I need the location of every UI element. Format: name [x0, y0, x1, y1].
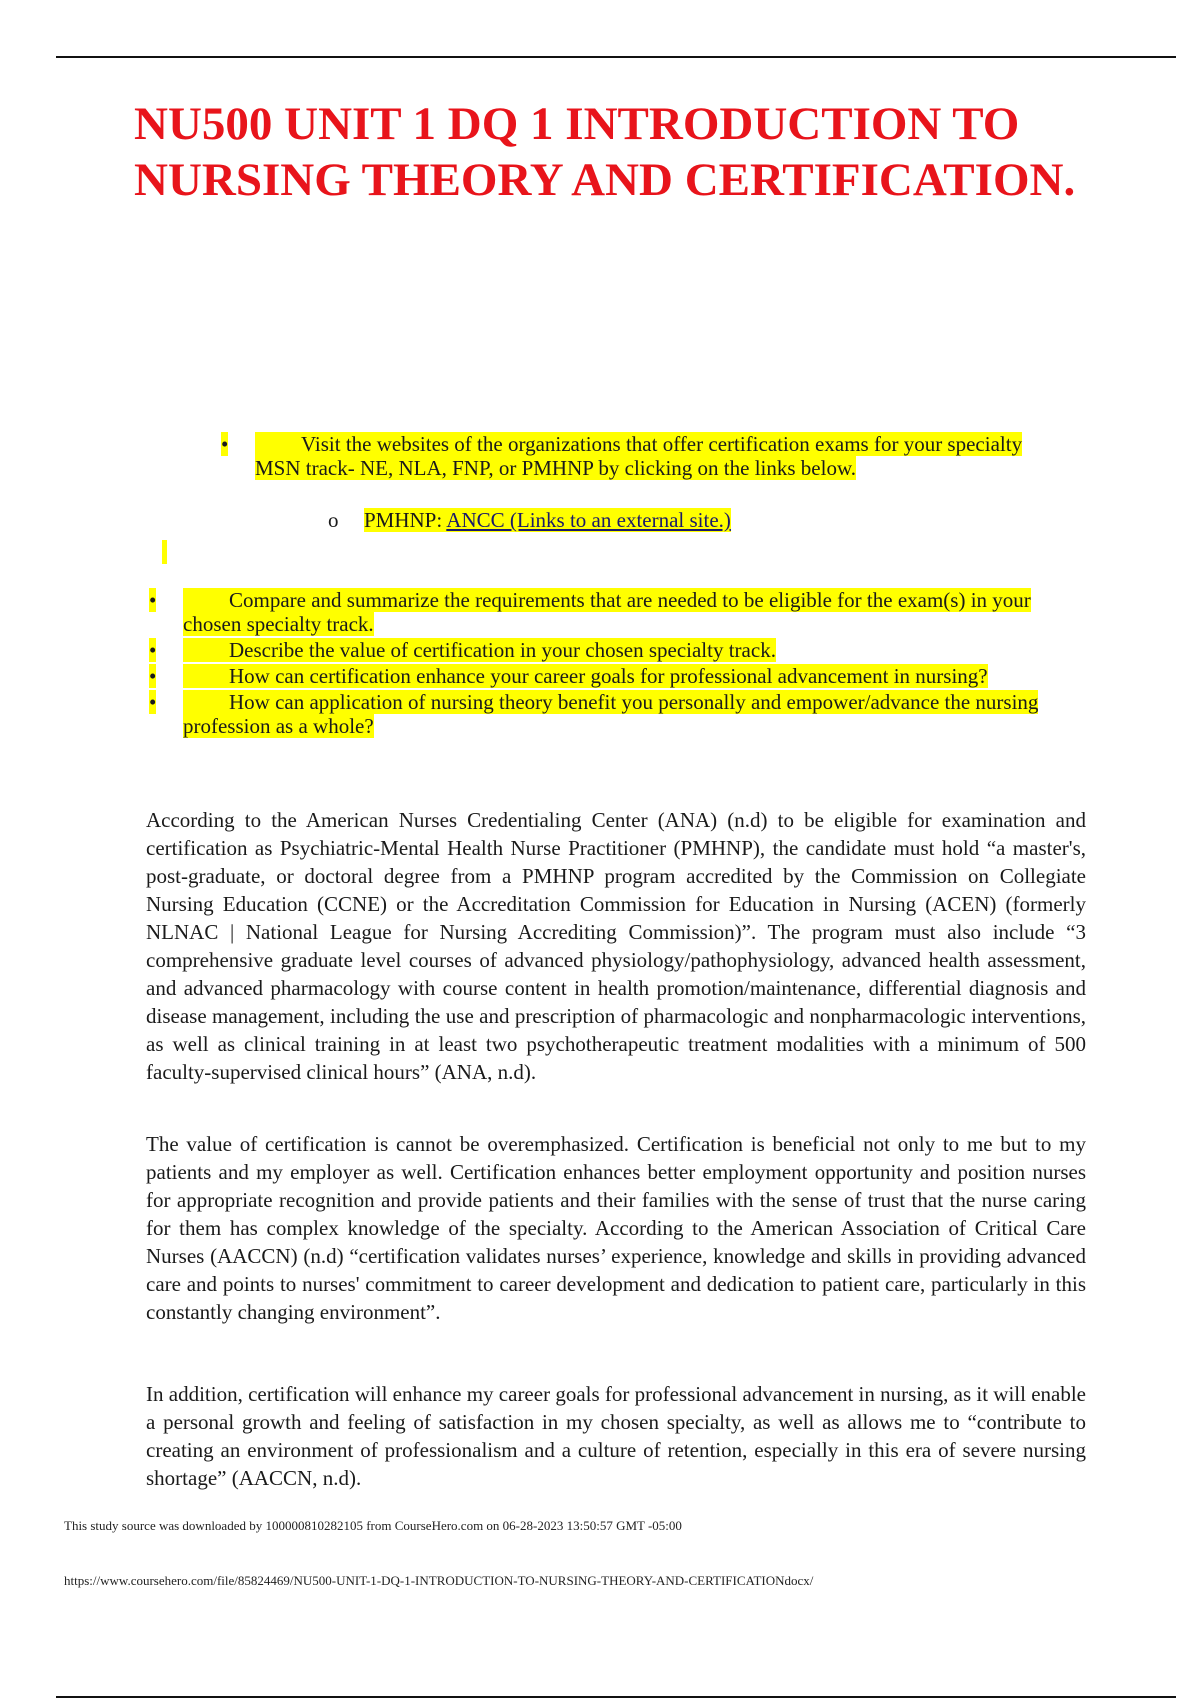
question-list	[149, 588, 1073, 740]
bullet-icon: •	[221, 432, 229, 456]
intro-list	[221, 432, 1035, 480]
intro-item	[221, 432, 1035, 480]
bottom-rule	[56, 1696, 1176, 1698]
sub-list-item	[328, 508, 731, 532]
ancc-link[interactable]: ANCC (Links to an external site.)	[446, 508, 731, 532]
document-title: NU500 UNIT 1 DQ 1 INTRODUCTION TO NURSING THEORY AND CERTIFICATION.	[134, 98, 1076, 206]
download-notice: This study source was downloaded by 100000810282105 from CourseHero.com on 06-28-2023 13:50:57 GMT -05:00	[64, 1518, 682, 1533]
question-item	[149, 690, 1073, 738]
body-paragraph: In addition, certification will enhance my career goals for professional advancement in nursing, as it will enable a personal growth and feeling of satisfaction in my chosen specialty, as well as allows me to “contribute to creating an environment of professionalism and a culture of retention, especially in this era of severe nursing shortage” (AACCN, n.d).	[146, 1382, 1087, 1490]
circle-bullet-icon: o	[328, 508, 339, 532]
bullet-icon: •	[149, 638, 157, 662]
question-item	[149, 588, 1073, 636]
body-paragraph: The value of certification is cannot be overemphasized. Certification is beneficial not only to me but to my patients and my employer as well. Certification enhances better employment opportunity and position nurses for appropriate recognition and provide patients and their families with the sense of trust that the nurse caring for them has complex knowledge of the specialty. According to the American Association of Critical Care Nurses (AACCN) (n.d) “certification validates nurses’ experience, knowledge and skills in providing advanced care and points to nurses' commitment to career development and dedication to patient care, particularly in this constantly changing environment”.	[146, 1132, 1086, 1324]
source-url: https://www.coursehero.com/file/85824469/NU500-UNIT-1-DQ-1-INTRODUCTION-TO-NURSING-THEORY-AND-CERTIFICATIONdocx/	[64, 1573, 814, 1588]
bullet-icon: •	[149, 690, 157, 714]
body-paragraph: According to the American Nurses Credentialing Center (ANA) (n.d) to be eligible for examination and certification as Psychiatric-Mental Health Nurse Practitioner (PMHNP), the candidate must hold “a master's, post-graduate, or doctoral degree from a PMHNP program accredited by the Commission on Collegiate Nursing Education (CCNE) or the Accreditation Commission for Education in Nursing (ACEN) (formerly NLNAC | National League for Nursing Accrediting Commission)”. The program must also include “3 comprehensive graduate level courses of advanced physiology/pathophysiology, advanced health assessment, and advanced pharmacology with course content in health promotion/maintenance, differential diagnosis and disease management, including the use and prescription of pharmacologic and nonpharmacologic interventions, as well as clinical training in at least two psychotherapeutic treatment modalities with a minimum of 500 faculty-supervised clinical hours” (ANA, n.d).	[146, 808, 1086, 1084]
intro-text: Visit the websites of the organizations that offer certification exams for your specialty MSN track- NE, NLA, FNP, or PMHNP by clicking on the links below.	[255, 432, 1023, 480]
question-item	[149, 638, 1073, 662]
question-text: How can application of nursing theory benefit you personally and empower/advance the nursing profession as a whole?	[183, 690, 1039, 738]
question-text: How can certification enhance your career goals for professional advancement in nursing?	[183, 664, 988, 688]
bullet-icon: •	[149, 664, 157, 688]
question-text: Compare and summarize the requirements that are needed to be eligible for the exam(s) in your chosen specialty track.	[183, 588, 1031, 636]
bullet-icon: •	[149, 588, 157, 612]
top-rule	[56, 56, 1176, 58]
question-text: Describe the value of certification in your chosen specialty track.	[183, 638, 776, 662]
question-item	[149, 664, 1073, 688]
highlight-mark	[162, 540, 167, 564]
sub-item-label: PMHNP:	[364, 508, 447, 532]
